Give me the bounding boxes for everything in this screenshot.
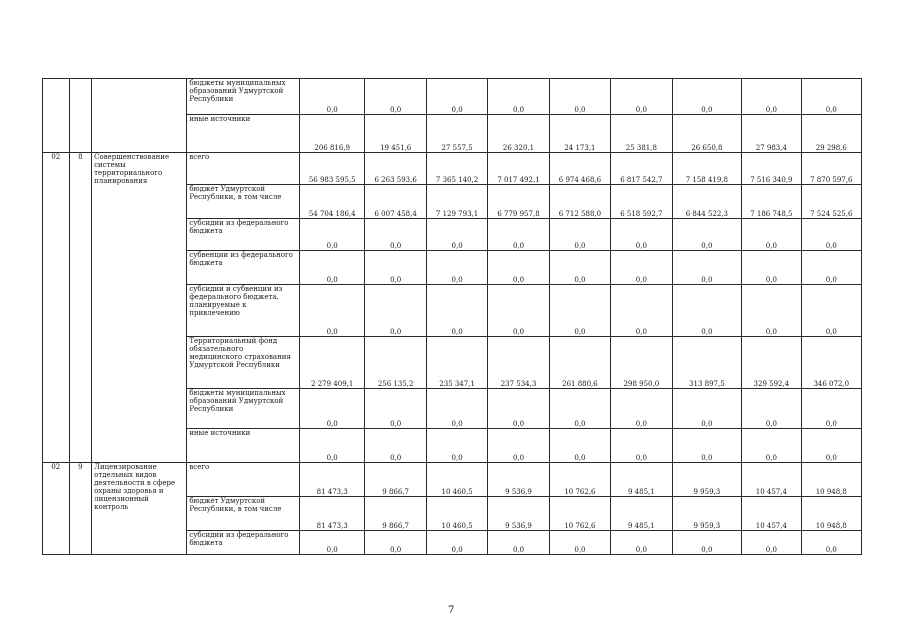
funding-source-cell: субсидии и субвенции из федерального бюджета, планируемые к привлечению — [187, 285, 300, 337]
value-cell: 329 592,4 — [742, 337, 801, 389]
program-name-cell: Лицензирование отдельных видов деятельности в сфере охраны здоровья и лицензионный контроль — [92, 463, 187, 555]
value-cell: 0,0 — [611, 285, 672, 337]
value-cell: 0,0 — [742, 251, 801, 285]
value-cell: 0,0 — [549, 79, 610, 115]
value-cell: 0,0 — [672, 389, 742, 429]
item-number-cell — [69, 79, 92, 153]
value-cell: 10 762,6 — [549, 497, 610, 531]
value-cell: 0,0 — [365, 531, 426, 555]
section-number-cell: 02 — [43, 463, 70, 555]
value-cell: 346 072,0 — [801, 337, 861, 389]
funding-source-cell: бюджет Удмуртской Республики, в том числе — [187, 497, 300, 531]
value-cell: 0,0 — [426, 531, 487, 555]
value-cell: 0,0 — [426, 219, 487, 251]
value-cell: 0,0 — [742, 219, 801, 251]
value-cell: 0,0 — [299, 79, 365, 115]
value-cell: 0,0 — [488, 531, 549, 555]
value-cell: 10 460,5 — [426, 463, 487, 497]
value-cell: 0,0 — [549, 251, 610, 285]
value-cell: 10 948,8 — [801, 463, 861, 497]
value-cell: 0,0 — [672, 531, 742, 555]
value-cell: 25 381,8 — [611, 115, 672, 153]
value-cell: 0,0 — [801, 389, 861, 429]
value-cell: 0,0 — [549, 389, 610, 429]
funding-source-cell: бюджет Удмуртской Республики, в том числе — [187, 185, 300, 219]
value-cell: 2 279 409,1 — [299, 337, 365, 389]
value-cell: 56 983 595,5 — [299, 153, 365, 185]
value-cell: 54 704 186,4 — [299, 185, 365, 219]
value-cell: 9 536,9 — [488, 497, 549, 531]
value-cell: 26 650,8 — [672, 115, 742, 153]
value-cell: 81 473,3 — [299, 463, 365, 497]
value-cell: 0,0 — [611, 219, 672, 251]
value-cell: 0,0 — [365, 285, 426, 337]
value-cell: 0,0 — [488, 251, 549, 285]
value-cell: 0,0 — [801, 429, 861, 463]
table-body — [43, 79, 862, 555]
value-cell: 10 762,6 — [549, 463, 610, 497]
value-cell: 0,0 — [365, 219, 426, 251]
value-cell: 0,0 — [672, 285, 742, 337]
value-cell: 10 460,5 — [426, 497, 487, 531]
program-name-cell — [92, 79, 187, 153]
value-cell: 0,0 — [299, 389, 365, 429]
value-cell: 0,0 — [549, 531, 610, 555]
value-cell: 298 950,0 — [611, 337, 672, 389]
section-number-cell: 02 — [43, 153, 70, 463]
value-cell: 0,0 — [672, 251, 742, 285]
value-cell: 7 186 748,5 — [742, 185, 801, 219]
value-cell: 9 866,7 — [365, 497, 426, 531]
value-cell: 0,0 — [801, 219, 861, 251]
value-cell: 6 817 542,7 — [611, 153, 672, 185]
value-cell: 6 779 957,8 — [488, 185, 549, 219]
budget-table — [42, 78, 862, 555]
value-cell: 0,0 — [549, 219, 610, 251]
value-cell: 0,0 — [299, 429, 365, 463]
value-cell: 0,0 — [299, 531, 365, 555]
value-cell: 261 880,6 — [549, 337, 610, 389]
value-cell: 0,0 — [742, 79, 801, 115]
value-cell: 0,0 — [672, 219, 742, 251]
value-cell: 0,0 — [365, 79, 426, 115]
value-cell: 9 536,9 — [488, 463, 549, 497]
program-name-cell: Совершенствование системы территориального планирования — [92, 153, 187, 463]
value-cell: 0,0 — [299, 219, 365, 251]
value-cell: 0,0 — [426, 429, 487, 463]
value-cell: 6 844 522,3 — [672, 185, 742, 219]
value-cell: 7 524 525,6 — [801, 185, 861, 219]
section-number-cell — [43, 79, 70, 153]
page-number: 7 — [448, 605, 455, 616]
value-cell: 7 365 140,2 — [426, 153, 487, 185]
funding-source-cell: иные источники — [187, 429, 300, 463]
value-cell: 9 485,1 — [611, 463, 672, 497]
value-cell: 0,0 — [426, 285, 487, 337]
value-cell: 0,0 — [742, 531, 801, 555]
value-cell: 7 017 492,1 — [488, 153, 549, 185]
funding-source-cell: субвенции из федерального бюджета — [187, 251, 300, 285]
value-cell: 9 959,3 — [672, 497, 742, 531]
value-cell: 0,0 — [672, 429, 742, 463]
value-cell: 6 712 588,0 — [549, 185, 610, 219]
value-cell: 6 974 468,6 — [549, 153, 610, 185]
value-cell: 0,0 — [611, 79, 672, 115]
value-cell: 0,0 — [488, 219, 549, 251]
value-cell: 6 263 593,6 — [365, 153, 426, 185]
value-cell: 0,0 — [801, 251, 861, 285]
value-cell: 0,0 — [742, 389, 801, 429]
value-cell: 0,0 — [365, 251, 426, 285]
value-cell: 10 457,4 — [742, 497, 801, 531]
value-cell: 0,0 — [299, 285, 365, 337]
table-row — [43, 79, 862, 115]
funding-source-cell: Территориальный фонд обязательного медицинского страхования Удмуртской Республики — [187, 337, 300, 389]
value-cell: 9 959,3 — [672, 463, 742, 497]
value-cell: 0,0 — [549, 429, 610, 463]
value-cell: 0,0 — [611, 389, 672, 429]
value-cell: 0,0 — [801, 79, 861, 115]
value-cell: 10 457,4 — [742, 463, 801, 497]
funding-source-cell: субсидии из федерального бюджета — [187, 531, 300, 555]
value-cell: 206 816,9 — [299, 115, 365, 153]
value-cell: 0,0 — [801, 531, 861, 555]
value-cell: 24 173,1 — [549, 115, 610, 153]
funding-source-cell: всего — [187, 153, 300, 185]
value-cell: 0,0 — [488, 79, 549, 115]
value-cell: 0,0 — [426, 251, 487, 285]
value-cell: 0,0 — [801, 285, 861, 337]
value-cell: 237 534,3 — [488, 337, 549, 389]
item-number-cell: 8 — [69, 153, 92, 463]
value-cell: 0,0 — [549, 285, 610, 337]
value-cell: 27 983,4 — [742, 115, 801, 153]
value-cell: 0,0 — [365, 429, 426, 463]
value-cell: 27 557,5 — [426, 115, 487, 153]
value-cell: 0,0 — [672, 79, 742, 115]
item-number-cell: 9 — [69, 463, 92, 555]
value-cell: 256 135,2 — [365, 337, 426, 389]
value-cell: 0,0 — [488, 389, 549, 429]
value-cell: 0,0 — [365, 389, 426, 429]
value-cell: 6 518 592,7 — [611, 185, 672, 219]
value-cell: 6 007 458,4 — [365, 185, 426, 219]
value-cell: 0,0 — [611, 531, 672, 555]
funding-source-cell: всего — [187, 463, 300, 497]
value-cell: 0,0 — [426, 389, 487, 429]
table-row — [43, 463, 862, 497]
value-cell: 10 948,8 — [801, 497, 861, 531]
funding-source-cell: бюджеты муниципальных образований Удмуртской Республики — [187, 389, 300, 429]
funding-source-cell: субсидии из федерального бюджета — [187, 219, 300, 251]
value-cell: 0,0 — [426, 79, 487, 115]
value-cell: 0,0 — [611, 429, 672, 463]
value-cell: 313 897,5 — [672, 337, 742, 389]
value-cell: 7 129 793,1 — [426, 185, 487, 219]
value-cell: 7 158 419,8 — [672, 153, 742, 185]
value-cell: 9 866,7 — [365, 463, 426, 497]
value-cell: 19 451,6 — [365, 115, 426, 153]
funding-source-cell: бюджеты муниципальных образований Удмуртской Республики — [187, 79, 300, 115]
value-cell: 7 516 340,9 — [742, 153, 801, 185]
value-cell: 0,0 — [611, 251, 672, 285]
value-cell: 0,0 — [299, 251, 365, 285]
value-cell: 7 870 597,6 — [801, 153, 861, 185]
value-cell: 0,0 — [488, 429, 549, 463]
funding-source-cell: иные источники — [187, 115, 300, 153]
value-cell: 0,0 — [742, 285, 801, 337]
value-cell: 29 298,6 — [801, 115, 861, 153]
table-row — [43, 153, 862, 185]
value-cell: 0,0 — [488, 285, 549, 337]
value-cell: 9 485,1 — [611, 497, 672, 531]
value-cell: 0,0 — [742, 429, 801, 463]
value-cell: 81 473,3 — [299, 497, 365, 531]
value-cell: 26 320,1 — [488, 115, 549, 153]
value-cell: 235 347,1 — [426, 337, 487, 389]
